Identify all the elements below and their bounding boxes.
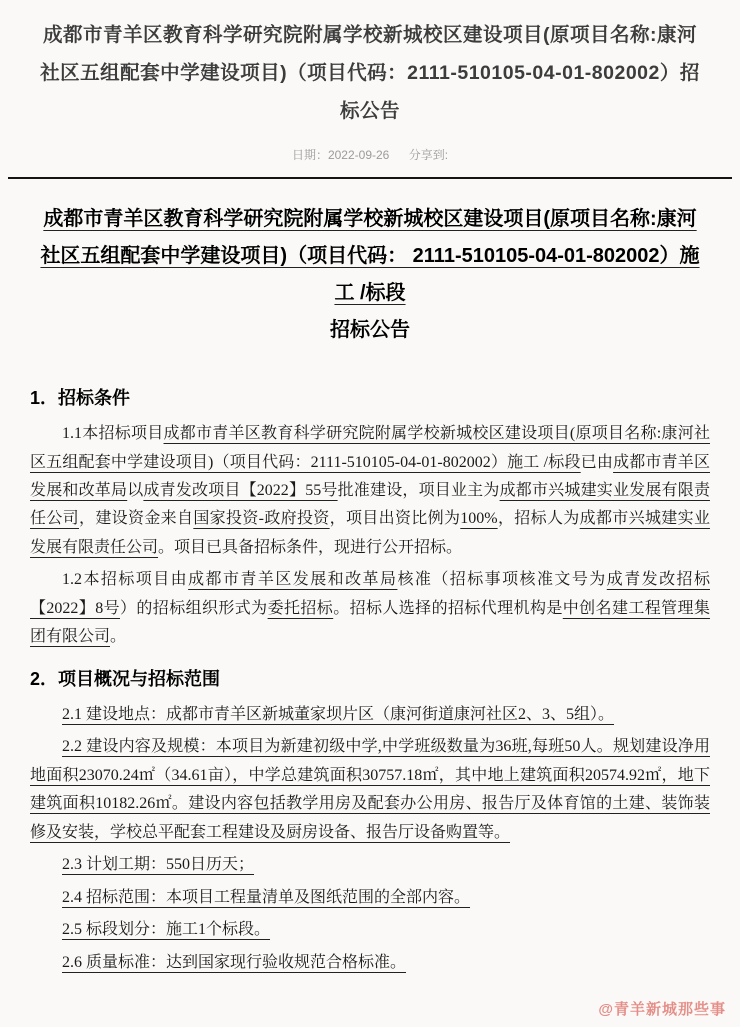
underlined-text: 2.6 质量标准：达到国家现行验收规范合格标准。 [62,953,407,971]
document-title-text: 成都市青羊区教育科学研究院附属学校新城校区建设项目(原项目名称:康河社区五组配套中学建设项目)（项目代码： 2111-510105-04-01-802002）施工 /标段 [40,208,700,305]
plain-text: 核准（招标事项核准文号为 [397,571,607,589]
plain-text: 以 [127,481,144,499]
plain-text: 。项目已具备招标条件，现进行公开招标。 [158,538,463,556]
document [0,179,740,1027]
underlined-text: 中创名建工程管理集团有限公司 [30,599,710,646]
underlined-text: 成青发改项目【2022】55号 [143,481,338,499]
document-title-line [36,312,704,349]
underlined-text: 2.2 建设内容及规模：本项目为新建初级中学,中学班级数量为36班,每班50人。规划建设净用地面积23070.24㎡（34.61亩），中学总建筑面积30757.18㎡，其中地上建筑面积20574.92㎡，地下建筑面积10182.26㎡。建设内容包括教学用房及配套办公用房、报告厅及体育馆的土建、装饰装修及安装，学校总平配套工程建设及厨房设备、报告厅设备购置等。 [30,738,710,841]
underlined-text: 2.3 计划工期：550日历天； [62,856,255,874]
plain-text: ，项目出资比例为 [329,510,461,528]
paragraph [30,566,710,651]
plain-text: ）的招标组织形式为 [120,599,268,617]
plain-text: ，招标人为 [497,510,580,528]
underlined-text: 委托招标 [267,599,334,617]
plain-text: 。招标人选择的招标代理机构是 [333,599,563,617]
underlined-text: 成都市青羊区教育科学研究院附属学校新城校区建设项目(原项目名称:康河社区五组配套中学建设项目)（项目代码：2111-510105-04-01-802002）施工 /标段 [30,425,710,471]
underlined-text: 2.1 建设地点：成都市青羊区新城董家坝片区（康河街道康河社区2、3、5组）。 [62,705,615,723]
paragraph [30,733,710,847]
plain-text: 批准建设，项目业主为 [337,481,500,499]
meta-line [36,146,704,163]
paragraph [30,701,710,729]
watermark: @青羊新城那些事 [598,1001,726,1019]
plain-text: ，建设资金来自 [79,510,194,528]
underlined-text: 成青发改招标【2022】8号 [30,571,710,617]
underlined-text: 2.4 招标范围：本项目工程量清单及图纸范围的全部内容。 [62,888,471,906]
page-title: 成都市青羊区教育科学研究院附属学校新城校区建设项目(原项目名称:康河社区五组配套中学建设项目)（项目代码：2111-510105-04-01-802002）招标公告 [40,24,700,123]
publish-date: 日期：2022-09-26 [291,148,390,163]
underlined-text: 成都市青羊区发展和改革局 [30,453,710,499]
underlined-text: 2.5 标段划分：施工1个标段。 [62,921,271,939]
underlined-text: 100% [460,510,498,528]
section-heading: 1．招标条件 [30,388,131,409]
plain-text: 。 [110,628,127,646]
paragraph [30,851,710,879]
paragraph [30,916,710,944]
plain-text: 1.2本招标项目由 [62,571,189,589]
page-header [0,0,740,163]
document-title-line [36,201,704,312]
plain-text: 已由 [580,453,614,471]
document-title-text: 招标公告 [330,319,410,342]
paragraph [30,420,710,562]
paragraph [30,884,710,912]
share-link[interactable]: 分享到: [408,148,449,163]
document-title [36,201,704,349]
section-heading: 2．项目概况与招标范围 [30,668,221,689]
underlined-text: 成都市兴城建实业发展有限责任公司 [30,481,710,528]
paragraph [30,949,710,977]
underlined-text: 国家投资-政府投资 [193,510,330,528]
plain-text: 1.1本招标项目 [62,425,164,443]
document-body [30,385,710,977]
underlined-text: 成都市兴城建实业发展有限责任公司 [30,510,710,556]
underlined-text: 成都市青羊区发展和改革局 [188,571,398,589]
